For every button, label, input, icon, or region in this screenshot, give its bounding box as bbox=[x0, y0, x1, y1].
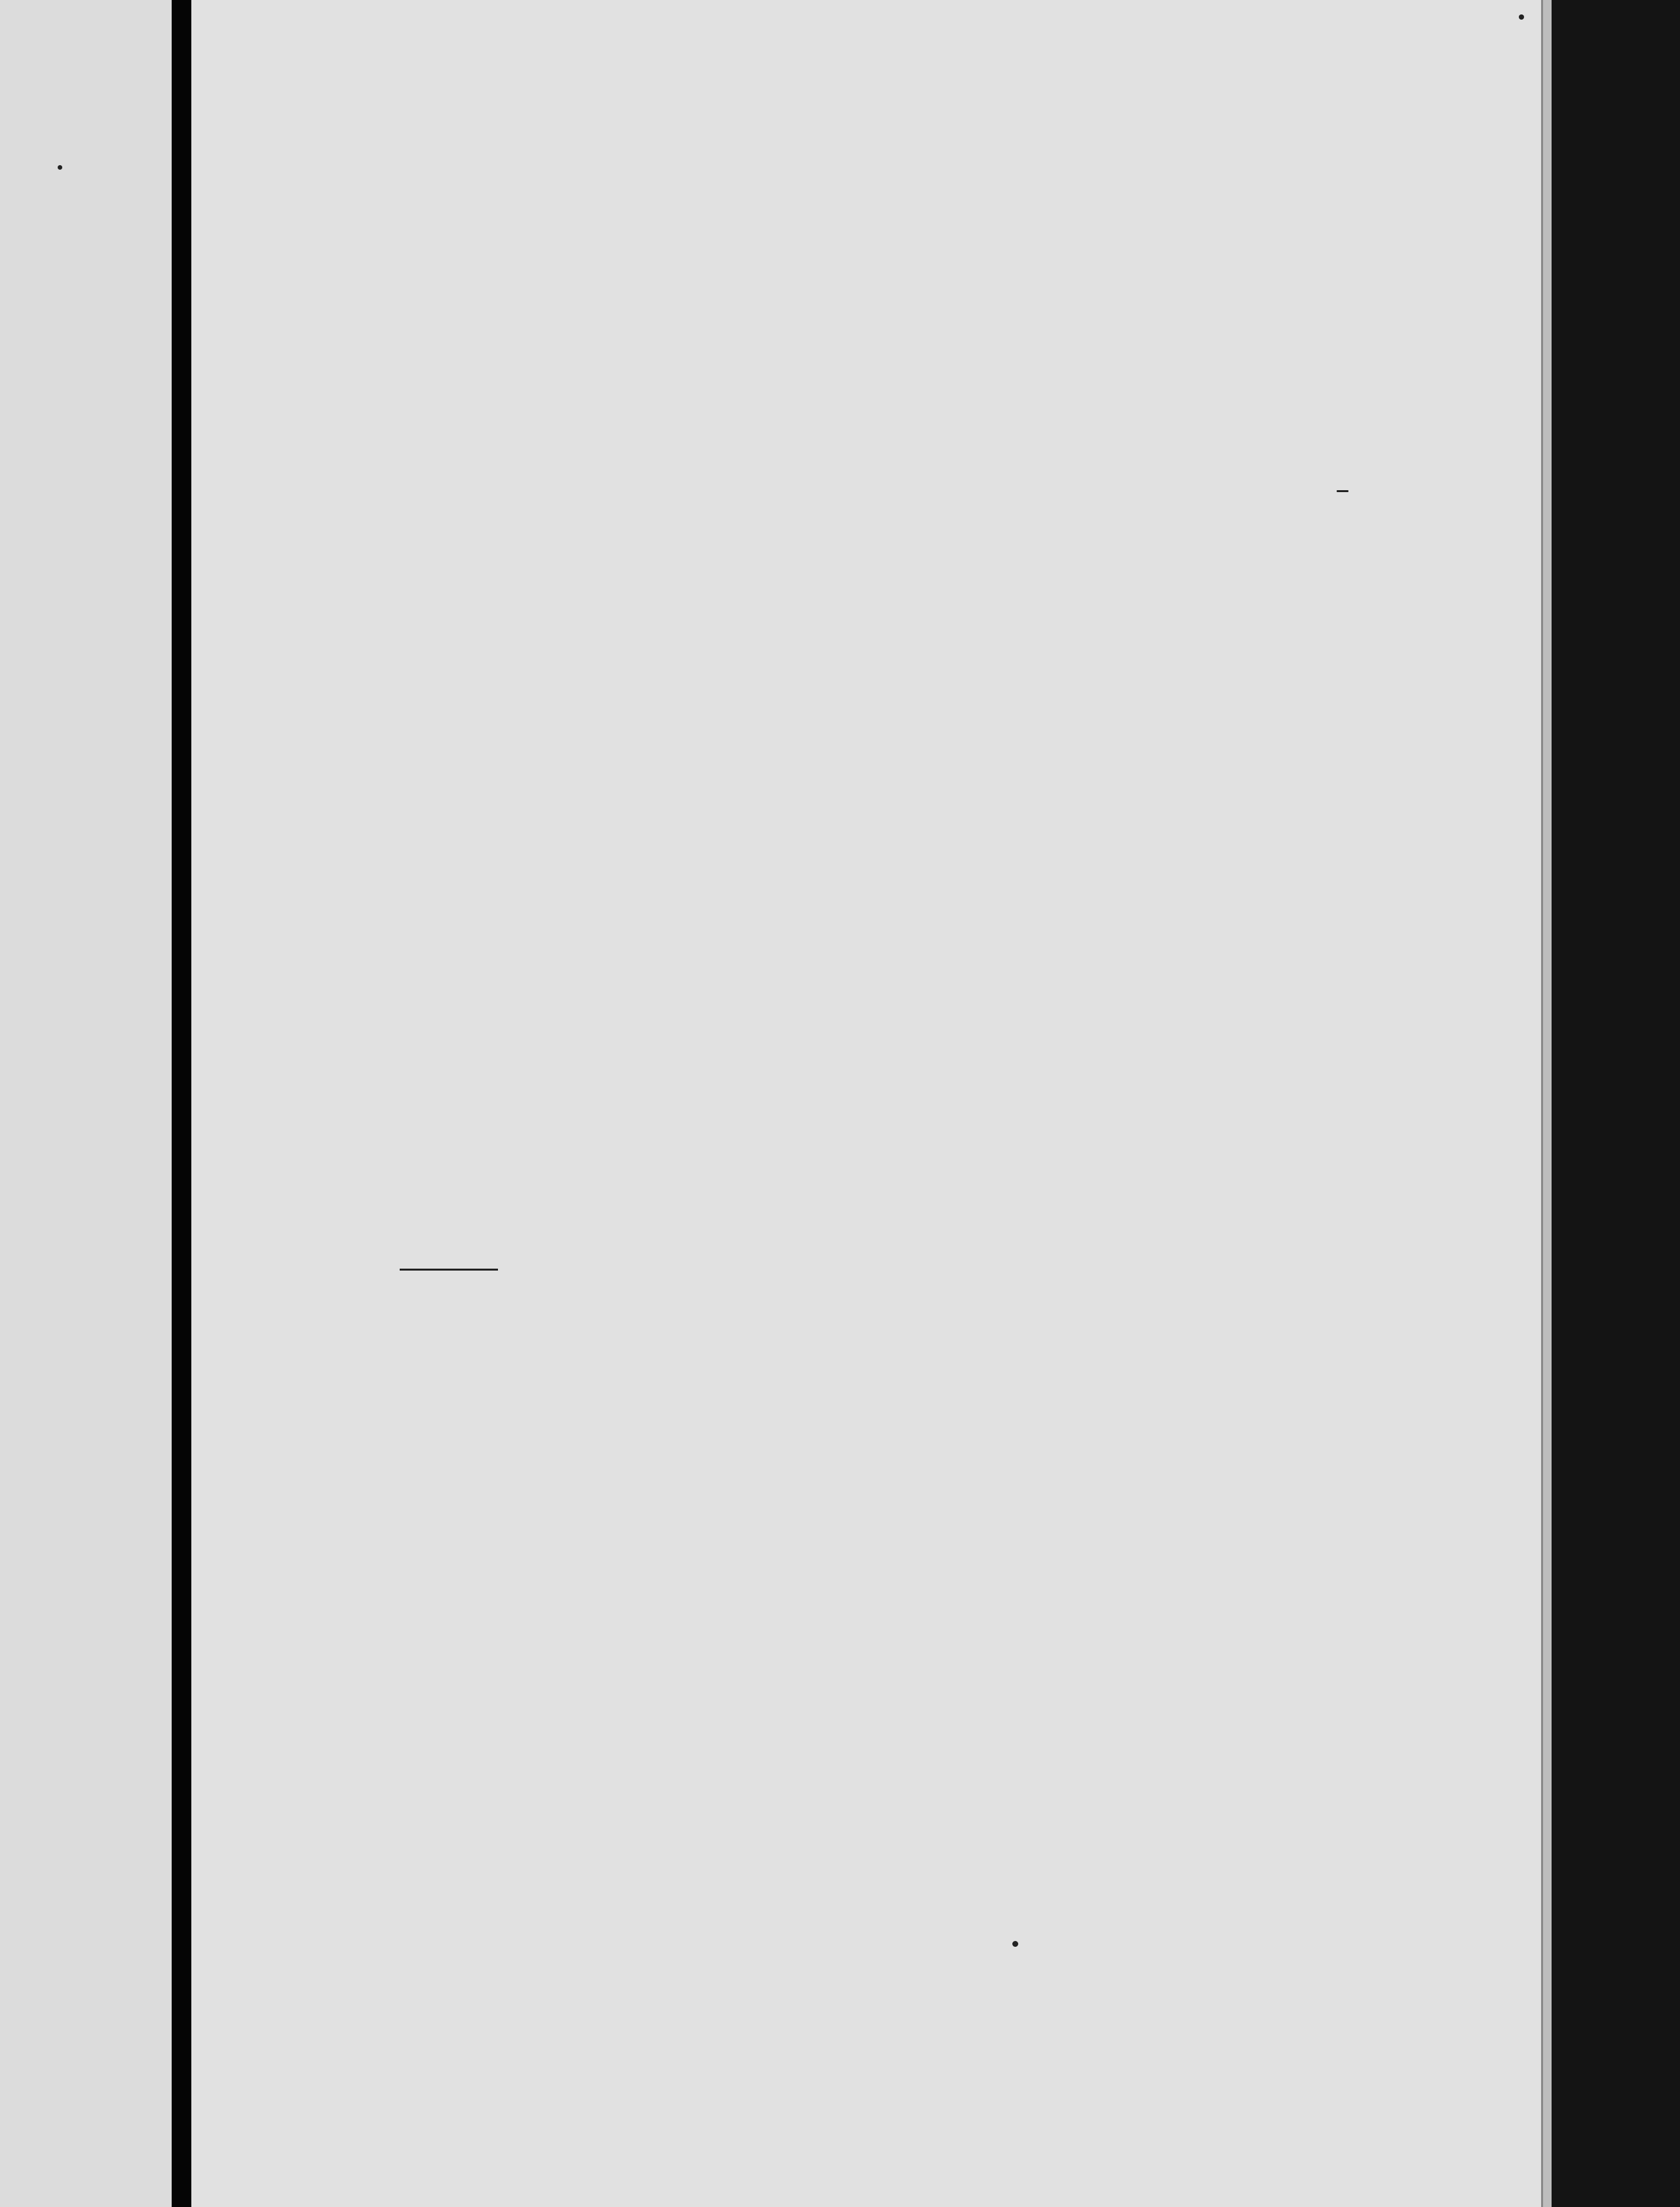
scan-speck bbox=[1519, 14, 1524, 20]
scan-speck bbox=[1337, 490, 1348, 492]
footnote-divider bbox=[400, 1269, 498, 1271]
book-page bbox=[191, 0, 1541, 2207]
book-cover-spine bbox=[1552, 0, 1680, 2207]
left-page-strip bbox=[0, 0, 172, 2207]
scan-speck bbox=[58, 165, 62, 170]
page-gutter bbox=[172, 0, 191, 2207]
scan-speck bbox=[1012, 1941, 1018, 1947]
